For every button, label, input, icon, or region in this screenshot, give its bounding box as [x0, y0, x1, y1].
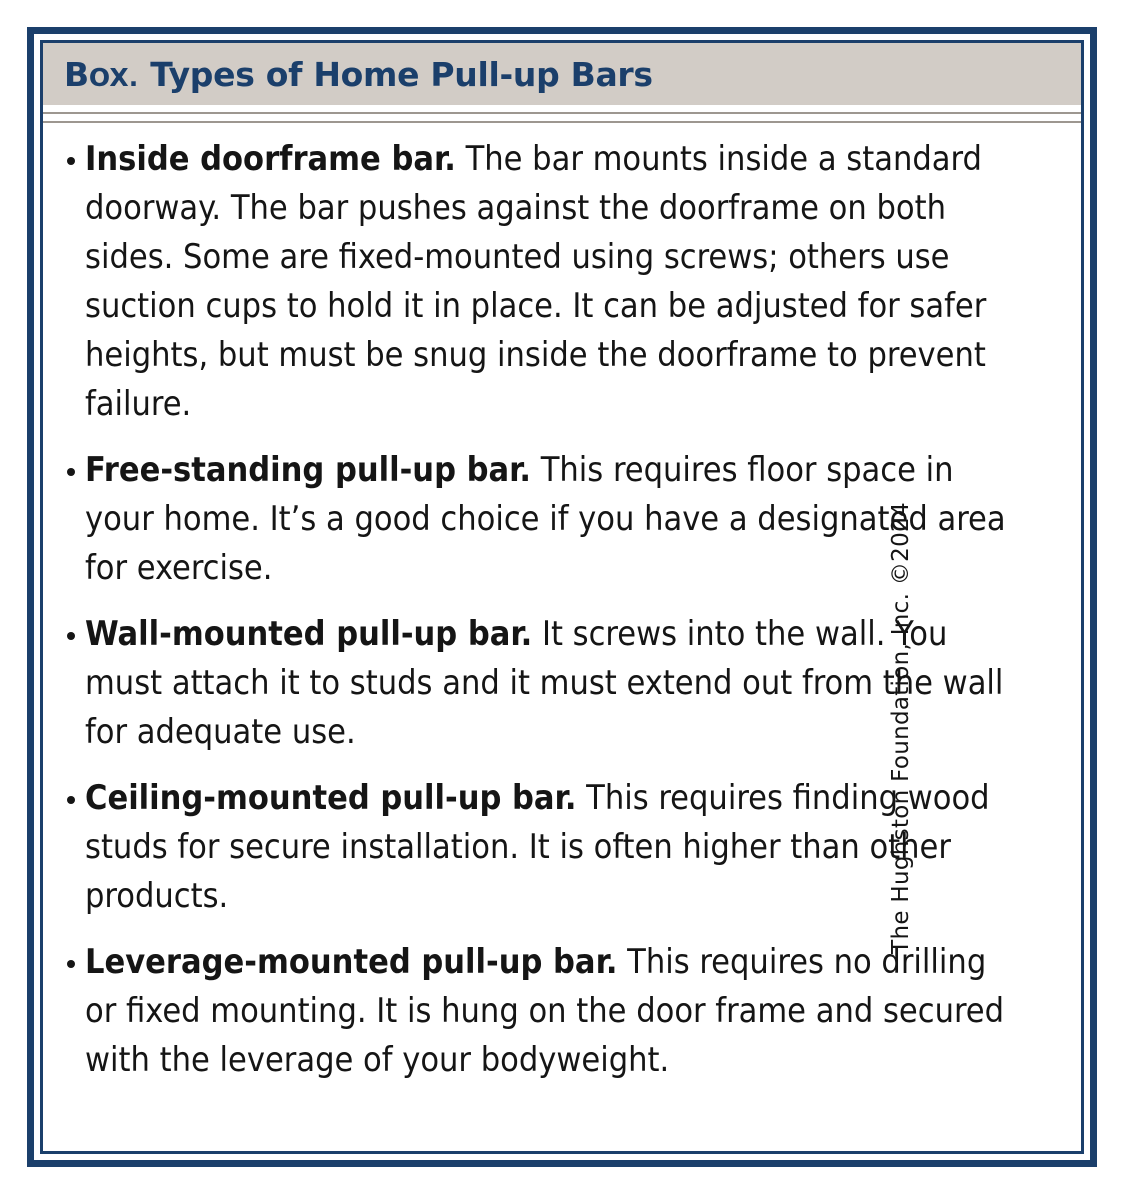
list-item: [61, 135, 1023, 429]
box-label-rest: OX.: [88, 62, 139, 92]
header-rule-gap-middle: [43, 114, 1081, 121]
list-item: [61, 774, 1023, 921]
list-item: [61, 938, 1023, 1085]
list-item-description: This requires no drilling or fixed mounting. It is hung on the door frame and secured with the leverage of your bodyweight.: [85, 942, 1005, 1080]
list-item-term-suffix: .: [605, 942, 618, 982]
bullet-list: [43, 135, 1081, 1085]
box-outer-frame: [27, 27, 1097, 1167]
list-item: [61, 610, 1023, 757]
header-rule-gap-top: [43, 105, 1081, 112]
list-item-description: This requires finding wood studs for secure installation. It is often higher than other products.: [85, 778, 990, 916]
box-label-lead: B: [64, 54, 89, 94]
list-item-term-suffix: .: [564, 778, 577, 818]
list-item-description: The bar mounts inside a standard doorway. The bar pushes against the doorframe on both sides. Some are fixed-mounted using screws; others use suction cups to hold it in place. It can be adjusted for safer heights, but must be snug inside the doorframe to prevent failure.: [85, 139, 987, 424]
list-item-term: Wall-mounted pull-up bar: [85, 614, 521, 654]
box-inner-frame: [40, 40, 1084, 1154]
list-item-term-suffix: .: [444, 139, 456, 179]
list-item-term-suffix: .: [519, 450, 532, 490]
list-item-term: Ceiling-mounted pull-up bar: [85, 778, 565, 818]
box-body: [43, 123, 1081, 1085]
list-item: [61, 446, 1023, 593]
copyright-credit: The Hughston Foundation, Inc. ©2024: [888, 502, 915, 954]
list-item-term: Inside doorframe bar: [85, 139, 445, 179]
list-item-description: It screws into the wall. You must attach it to studs and it must extend out from the wall for adequate use.: [85, 614, 1004, 752]
list-item-term: Free-standing pull-up bar: [85, 450, 520, 490]
list-item-term-suffix: .: [520, 614, 533, 654]
box-title-text: Types of Home Pull-up Bars: [150, 54, 653, 94]
box-content-plate: [43, 43, 1081, 1151]
list-item-description: This requires floor space in your home. It’s a good choice if you have a designated area for exercise.: [85, 450, 1006, 588]
list-item-term: Leverage-mounted pull-up bar: [85, 942, 606, 982]
page-title: [64, 54, 653, 94]
box-header-band: [43, 43, 1081, 105]
